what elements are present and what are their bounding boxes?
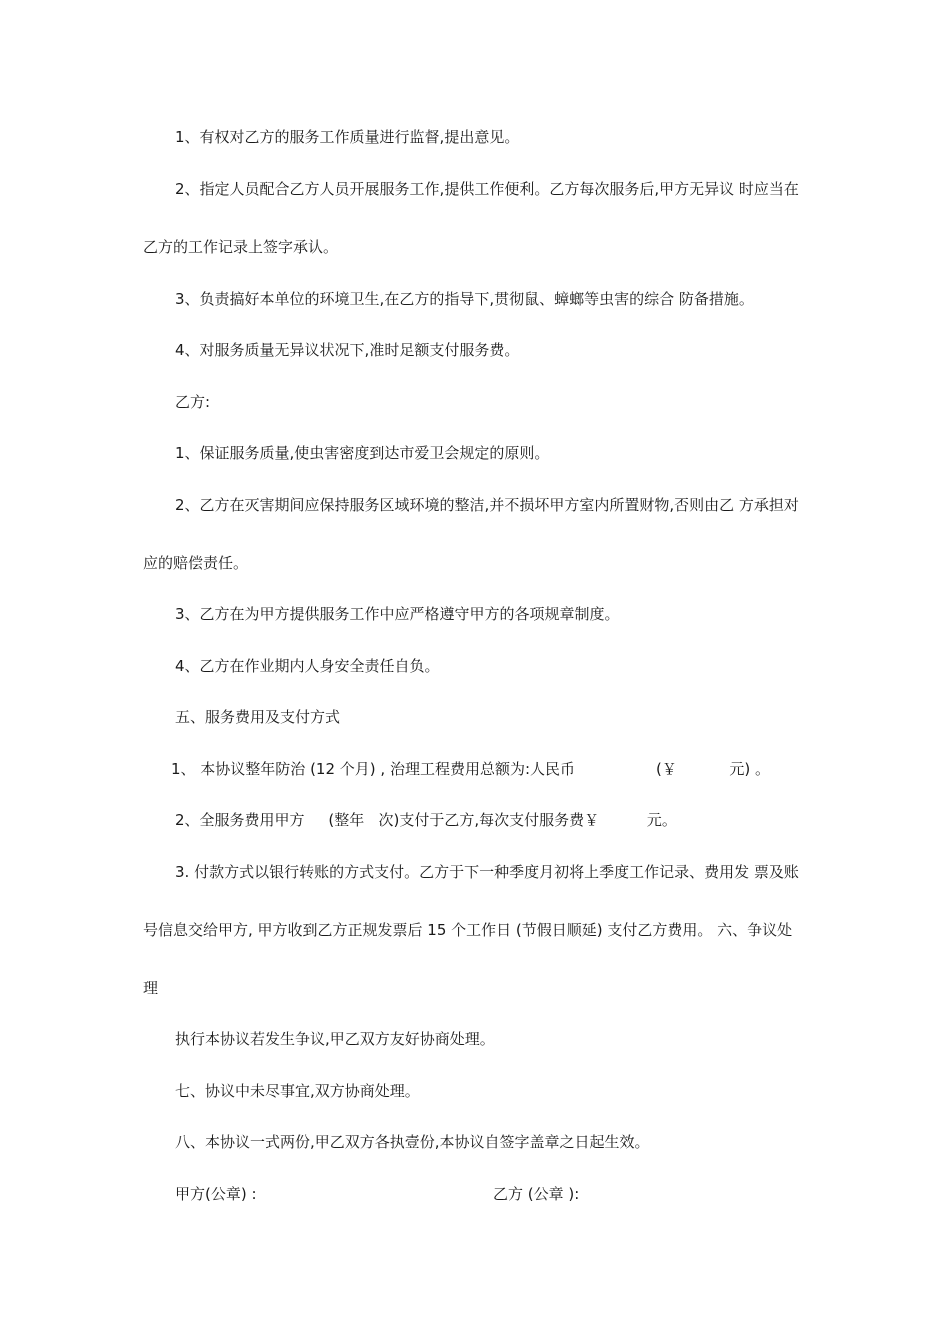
clause-party-b-1: 1、保证服务质量,使虫害密度到达市爱卫会规定的原则。 [175,444,550,462]
clause-party-a-2-cont: 乙方的工作记录上签字承认。 [143,238,339,256]
section-dispute-cont: 理 [143,979,159,997]
clause-party-b-2: 2、乙方在灭害期间应保持服务区域环境的整洁,并不损坏甲方室内所置财物,否则由乙 方承担对 [175,496,799,514]
party-b-heading: 乙方: [175,393,211,411]
section-heading-fees: 五、服务费用及支付方式 [175,708,341,726]
clause-party-a-1: 1、有权对乙方的服务工作质量进行监督,提出意见。 [175,128,520,146]
section-seven: 七、协议中未尽事宜,双方协商处理。 [175,1082,420,1100]
clause-party-b-3: 3、乙方在为甲方提供服务工作中应严格遵守甲方的各项规章制度。 [175,605,620,623]
clause-party-a-3: 3、负责搞好本单位的环境卫生,在乙方的指导下,贯彻鼠、蟑螂等虫害的综合 防备措施。 [175,290,754,308]
clause-fees-2: 2、全服务费用甲方 (整年 次)支付于乙方,每次支付服务费￥ 元。 [175,811,677,829]
clause-dispute: 执行本协议若发生争议,甲乙双方友好协商处理。 [175,1030,495,1048]
clause-fees-3-cont: 号信息交给甲方, 甲方收到乙方正规发票后 15 个工作日 (节假日顺延) 支付乙方费用。 六、争议处 [143,921,793,939]
section-eight: 八、本协议一式两份,甲乙双方各执壹份,本协议自签字盖章之日起生效。 [175,1133,650,1151]
clause-fees-3: 3. 付款方式以银行转账的方式支付。乙方于下一种季度月初将上季度工作记录、费用发 票及账 [175,863,799,881]
clause-party-a-4: 4、对服务质量无异议状况下,准时足额支付服务费。 [175,341,520,359]
signature-party-b: 乙方 (公章 ): [493,1185,580,1203]
clause-fees-1: 1、 本协议整年防治 (12 个月) , 治理工程费用总额为:人民币 (￥ 元) 。 [171,760,770,778]
clause-party-b-2-cont: 应的赔偿责任。 [143,554,249,572]
clause-party-b-4: 4、乙方在作业期内人身安全责任自负。 [175,657,440,675]
clause-party-a-2: 2、指定人员配合乙方人员开展服务工作,提供工作便利。乙方每次服务后,甲方无异议 时应当在 [175,180,799,198]
signature-party-a: 甲方(公章) : [175,1185,257,1203]
